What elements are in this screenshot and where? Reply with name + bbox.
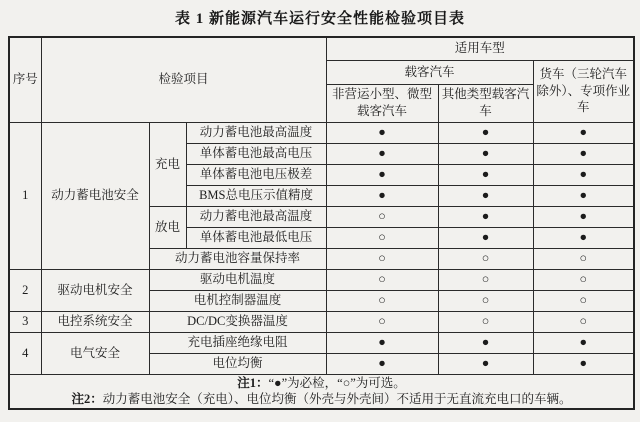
mark-cell: ●	[533, 143, 634, 164]
serial-cell: 3	[9, 311, 41, 332]
mark-cell: ●	[533, 206, 634, 227]
mark-cell: ●	[326, 332, 438, 353]
mark-cell: ●	[326, 164, 438, 185]
category-cell: 电气安全	[41, 332, 149, 374]
mark-cell: ●	[533, 164, 634, 185]
header-inspection-item: 检验项目	[41, 37, 326, 122]
note-1	[12, 375, 631, 392]
mark-cell: ●	[326, 122, 438, 143]
header-truck-special: 货车（三轮汽车除外）、专项作业车	[533, 60, 634, 122]
table-row	[9, 122, 634, 143]
item-cell: 单体蓄电池最高电压	[186, 143, 326, 164]
note-2	[12, 391, 631, 408]
mark-cell: ●	[438, 143, 533, 164]
mark-cell: ○	[438, 290, 533, 311]
mark-cell: ●	[533, 227, 634, 248]
note-1-label: 注1：	[237, 375, 269, 390]
mark-cell: ○	[326, 206, 438, 227]
table-row	[9, 332, 634, 353]
mark-cell: ○	[326, 290, 438, 311]
mode-cell-charge: 充电	[149, 122, 186, 206]
notes-row	[9, 374, 634, 409]
mark-cell: ●	[533, 185, 634, 206]
mark-cell: ●	[438, 206, 533, 227]
mark-cell: ○	[533, 269, 634, 290]
mark-cell: ●	[438, 227, 533, 248]
table-row	[9, 311, 634, 332]
item-cell: 动力蓄电池最高温度	[186, 122, 326, 143]
item-cell: 充电插座绝缘电阻	[149, 332, 326, 353]
mark-cell: ○	[326, 248, 438, 269]
inspection-table	[8, 36, 635, 410]
mark-cell: ○	[326, 227, 438, 248]
mark-cell: ●	[438, 185, 533, 206]
mark-cell: ○	[533, 311, 634, 332]
header-serial: 序号	[9, 37, 41, 122]
mark-cell: ○	[438, 311, 533, 332]
mark-cell: ●	[438, 353, 533, 374]
mark-cell: ●	[533, 122, 634, 143]
mark-cell: ○	[326, 311, 438, 332]
header-other-passenger: 其他类型载客汽车	[438, 84, 533, 122]
item-cell: 动力蓄电池最高温度	[186, 206, 326, 227]
item-cell: 电位均衡	[149, 353, 326, 374]
item-cell: DC/DC变换器温度	[149, 311, 326, 332]
category-cell: 动力蓄电池安全	[41, 122, 149, 269]
note-1-text: “●”为必检，“○”为可选。	[268, 375, 406, 390]
mark-cell: ○	[533, 290, 634, 311]
category-cell: 驱动电机安全	[41, 269, 149, 311]
mark-cell: ●	[533, 332, 634, 353]
item-cell: 驱动电机温度	[149, 269, 326, 290]
mark-cell: ○	[326, 269, 438, 290]
mark-cell: ●	[438, 332, 533, 353]
note-2-label: 注2：	[71, 392, 103, 407]
item-cell: 电机控制器温度	[149, 290, 326, 311]
mark-cell: ●	[326, 185, 438, 206]
header-passenger: 载客汽车	[326, 60, 533, 84]
mark-cell: ○	[438, 269, 533, 290]
mode-cell-discharge: 放电	[149, 206, 186, 248]
mark-cell: ○	[438, 248, 533, 269]
header-row-1	[9, 37, 634, 60]
mark-cell: ●	[438, 122, 533, 143]
item-cell: 单体蓄电池最低电压	[186, 227, 326, 248]
category-cell: 电控系统安全	[41, 311, 149, 332]
mark-cell: ●	[438, 164, 533, 185]
table-row	[9, 269, 634, 290]
header-applicable-type: 适用车型	[326, 37, 634, 60]
serial-cell: 4	[9, 332, 41, 374]
note-2-text: 动力蓄电池安全（充电）、电位均衡（外壳与外壳间）不适用于无直流充电口的车辆。	[102, 392, 572, 407]
page-title: 表 1 新能源汽车运行安全性能检验项目表	[174, 11, 465, 27]
mark-cell: ●	[326, 143, 438, 164]
item-cell: BMS总电压示值精度	[186, 185, 326, 206]
serial-cell: 2	[9, 269, 41, 311]
mark-cell: ○	[533, 248, 634, 269]
header-non-operating-mini: 非营运小型、微型载客汽车	[326, 84, 438, 122]
mark-cell: ●	[326, 353, 438, 374]
mark-cell: ●	[533, 353, 634, 374]
serial-cell: 1	[9, 122, 41, 269]
item-cell: 单体蓄电池电压极差	[186, 164, 326, 185]
item-cell: 动力蓄电池容量保持率	[149, 248, 326, 269]
notes-cell	[9, 374, 634, 409]
